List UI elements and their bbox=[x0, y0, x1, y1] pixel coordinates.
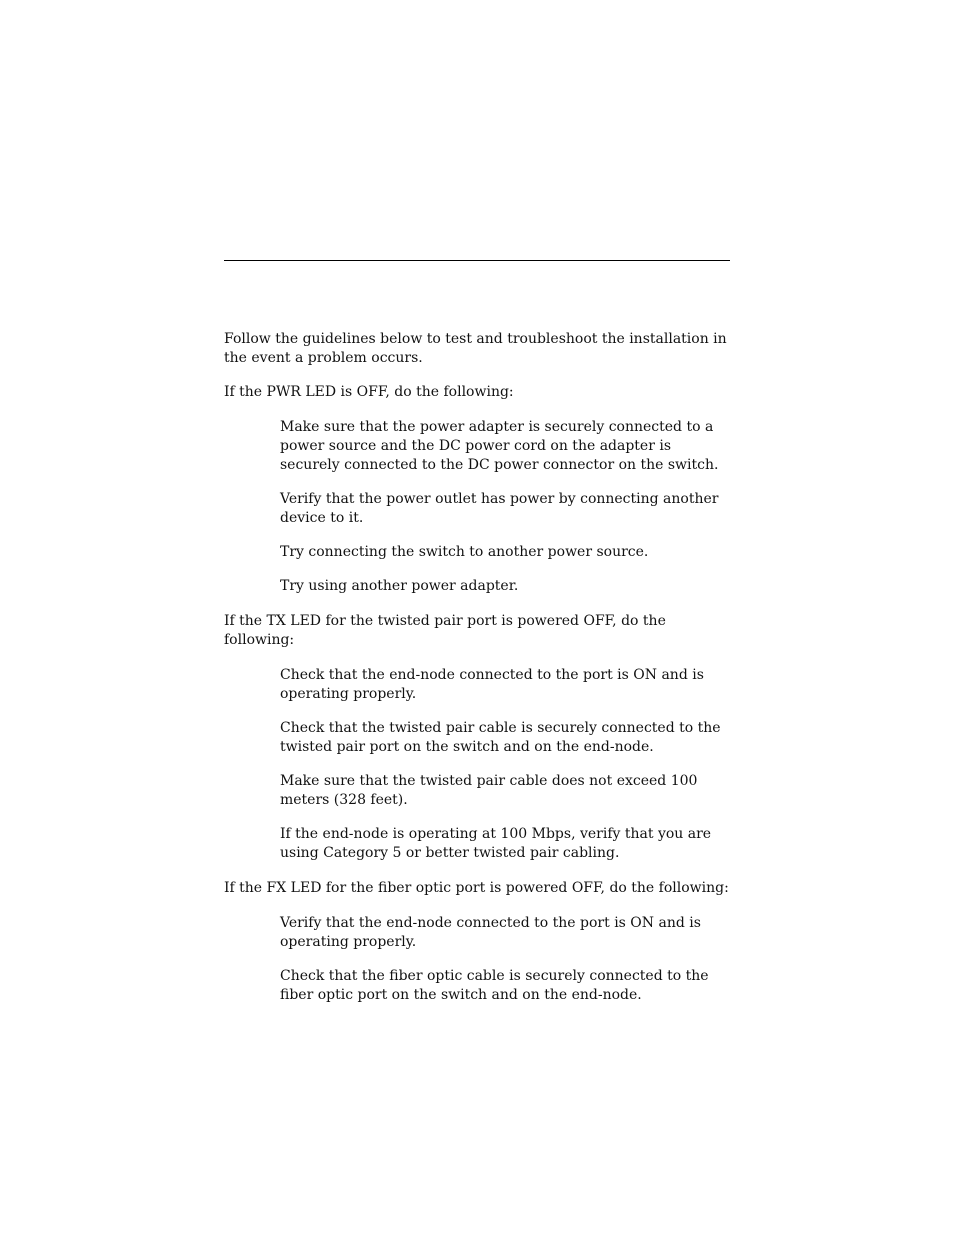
section-heading-fx: If the FX LED for the fiber optic port is powered OFF, do the following: bbox=[224, 880, 729, 896]
document-body bbox=[224, 330, 734, 1021]
list-item: Check that the end-node connected to the port is ON and is operating properly. bbox=[280, 667, 704, 702]
list-item: Check that the fiber optic cable is securely connected to the fiber optic port on the switch and on the end-node. bbox=[280, 968, 709, 1003]
list-item: Try connecting the switch to another power source. bbox=[280, 544, 649, 560]
list-item: Check that the twisted pair cable is securely connected to the twisted pair port on the switch and on the end-node. bbox=[280, 720, 721, 755]
list-item: Make sure that the twisted pair cable does not exceed 100 meters (328 feet). bbox=[280, 773, 698, 808]
list-item: Try using another power adapter. bbox=[280, 578, 519, 594]
fx-checklist bbox=[280, 914, 734, 1005]
list-item: Verify that the end-node connected to the port is ON and is operating properly. bbox=[280, 915, 701, 950]
header-rule bbox=[224, 260, 730, 261]
section-heading-tx: If the TX LED for the twisted pair port is powered OFF, do the following: bbox=[224, 613, 666, 648]
list-item: Make sure that the power adapter is securely connected to a power source and the DC power cord on the adapter is securely connected to the DC power connector on the switch. bbox=[280, 419, 719, 473]
pwr-checklist bbox=[280, 418, 734, 596]
section-heading-pwr: If the PWR LED is OFF, do the following: bbox=[224, 384, 514, 400]
list-item: Verify that the power outlet has power by connecting another device to it. bbox=[280, 491, 719, 526]
list-item: If the end-node is operating at 100 Mbps, verify that you are using Category 5 or better twisted pair cabling. bbox=[280, 826, 712, 861]
intro-paragraph: Follow the guidelines below to test and troubleshoot the installation in the event a problem occurs. bbox=[224, 331, 727, 366]
tx-checklist bbox=[280, 666, 734, 863]
